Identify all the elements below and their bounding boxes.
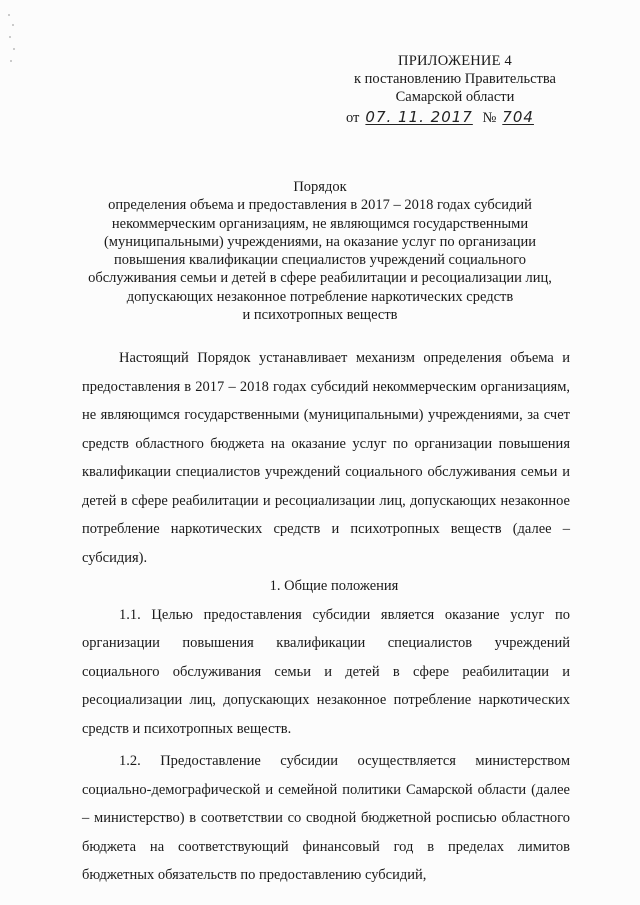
heading-line: определения объема и предоставления в 2017 – 2018 годах субсидий bbox=[108, 197, 532, 214]
appendix-line-1: к постановлению Правительства bbox=[354, 71, 556, 87]
date-prefix: от bbox=[346, 110, 360, 126]
scan-artifact bbox=[6, 10, 18, 70]
heading-line: (муниципальными) учреждениями, на оказание услуг по организации bbox=[103, 233, 537, 250]
heading-line: обслуживания семьи и детей в сфере реабилитации и ресоциализации лиц, bbox=[88, 270, 552, 287]
section-title: 1. Общие положения bbox=[269, 578, 399, 594]
heading-line: и психотропных веществ bbox=[242, 307, 398, 324]
heading-line: повышения квалификации специалистов учреждений социального bbox=[113, 252, 527, 269]
date-number-line bbox=[330, 108, 580, 127]
document-heading bbox=[60, 178, 580, 324]
heading-line: допускающих незаконное потребление наркотических средств bbox=[126, 288, 514, 305]
appendix-line-2: Самарской области bbox=[395, 89, 515, 105]
heading-line: некоммерческим организациям, не являющимся государственными bbox=[111, 215, 529, 232]
intro-paragraph: Настоящий Порядок устанавливает механизм определения объема и предоставления в 2017 – 2018 годах субсидий некоммерческим организациям, не являющимся государственными (муниципальными) учреждениями, за счет средств областного бюджета на оказание услуг по организации повышения квалификации специалистов учреждений социального обслуживания семьи и детей в сфере реабилитации и ресоциализации лиц, допускающих незаконное потребление наркотических средств и психотропных веществ (далее – субсидия). bbox=[82, 350, 570, 566]
number-prefix: № bbox=[482, 110, 497, 126]
heading-title: Порядок bbox=[293, 179, 347, 195]
document-body bbox=[82, 344, 570, 890]
paragraph-1-2: 1.2. Предоставление субсидии осуществляется министерством социально-демографической и семейной политики Самарской области (далее – министерство) в соответствии со сводной бюджетной росписью областного бюджета на соответствующий финансовый год в пределах лимитов бюджетных обязательств по предоставлению субсидий, bbox=[82, 753, 570, 883]
handwritten-number: 704 bbox=[502, 108, 534, 126]
appendix-title: ПРИЛОЖЕНИЕ 4 bbox=[398, 53, 512, 69]
appendix-block bbox=[330, 52, 580, 127]
paragraph-1-1: 1.1. Целью предоставления субсидии является оказание услуг по организации повышения квалификации специалистов учреждений социального обслуживания семьи и детей в сфере реабилитации и ресоциализации лиц, допускающих незаконное потребление наркотических средств и психотропных веществ. bbox=[82, 606, 570, 737]
handwritten-date: 07. 11. 2017 bbox=[365, 108, 473, 126]
